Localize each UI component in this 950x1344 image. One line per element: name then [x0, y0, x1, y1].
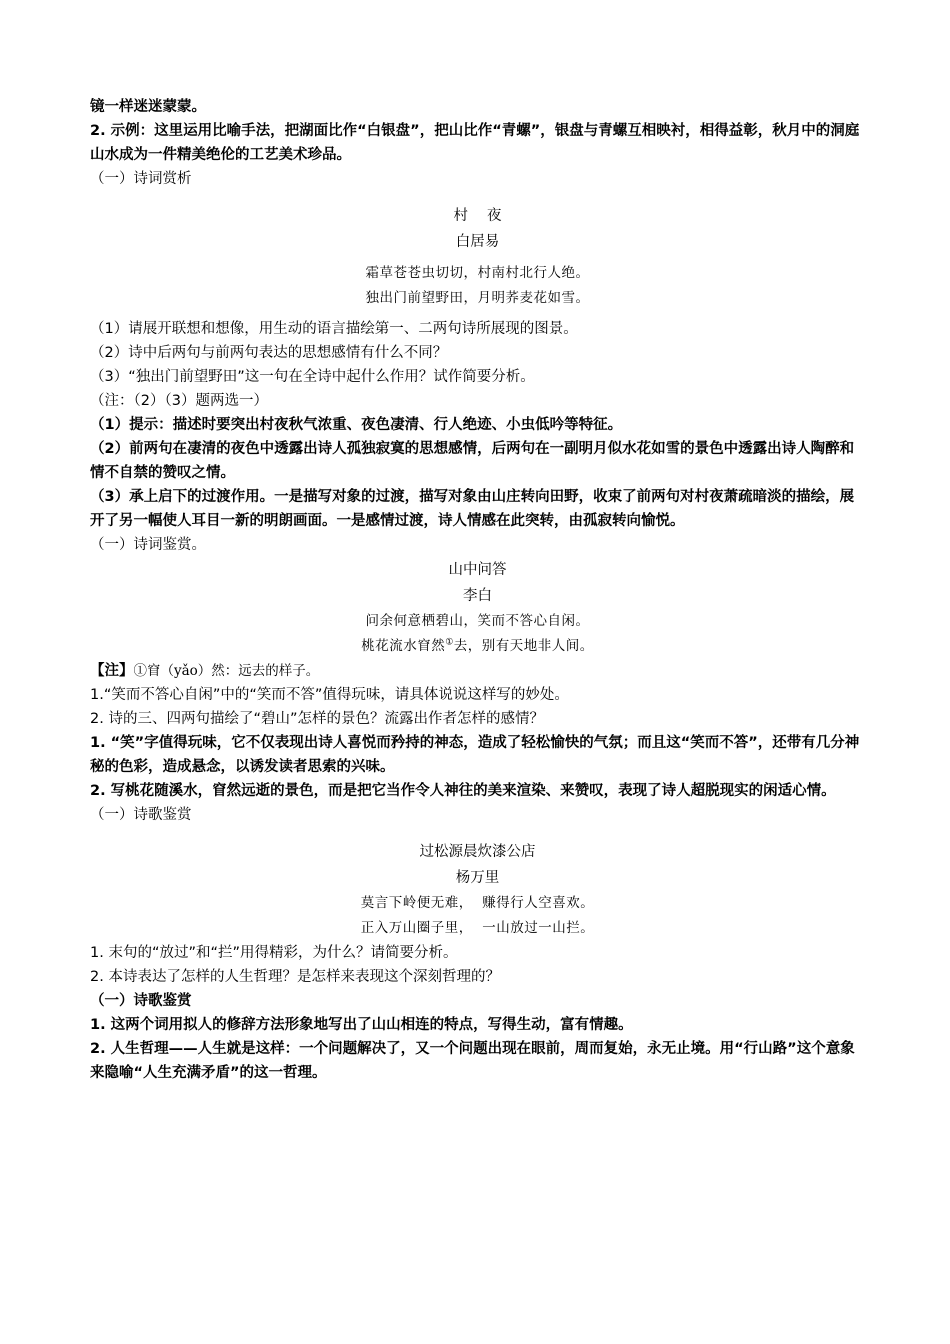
poem3-answer: 2. 人生哲理——人生就是这样：一个问题解决了，又一个问题出现在眼前，周而复始，永无止境。用“行山路”这个意象来隐喻“人生充满矛盾”的这一哲理。 — [90, 1041, 855, 1081]
poem2-answer: 1. “笑”字值得玩味，它不仅表现出诗人喜悦而矜持的神态，造成了轻松愉快的气氛；而且这“笑而不答”，还带有几分神秘的色彩，造成悬念，以诱发读者思索的兴味。 — [90, 735, 860, 775]
poem2-line: 桃花流水窅然①去，别有天地非人间。 — [361, 637, 594, 654]
footnote-marker: ① — [445, 637, 454, 648]
poem1-answer: （1）提示：描述时要突出村夜秋气浓重、夜色凄清、行人绝迹、小虫低吟等特征。 — [90, 417, 623, 433]
poem3-author: 杨万里 — [455, 870, 500, 886]
poem1-question: （1）请展开联想和想像，用生动的语言描绘第一、二两句诗所展现的图景。 — [90, 321, 578, 337]
poem1-question: （2）诗中后两句与前两句表达的思想感情有什么不同？ — [90, 345, 448, 361]
poem2-title: 山中问答 — [448, 562, 507, 578]
answer-heading: （一）诗歌鉴赏 — [90, 993, 192, 1009]
poem2-author: 李白 — [463, 588, 492, 604]
section2-heading: （一）诗词鉴赏。 — [90, 537, 206, 553]
poem2-answer: 2. 写桃花随溪水，窅然远逝的景色，而是把它当作令人神往的美来渲染、来赞叹，表现了诗人超脱现实的闲适心情。 — [90, 783, 836, 799]
poem1-title: 村 夜 — [453, 208, 502, 224]
poem1-author: 白居易 — [455, 234, 500, 250]
poem3-line: 正入万山圈子里， 一山放过一山拦。 — [360, 920, 595, 936]
poem2-question: 2. 诗的三、四两句描绘了“碧山”怎样的景色？流露出作者怎样的感情？ — [90, 711, 544, 727]
poem2-question: 1.“笑而不答心自闲”中的“笑而不答”值得玩味，请具体说说这样写的妙处。 — [90, 687, 569, 703]
poem1-answer: （3）承上启下的过渡作用。一是描写对象的过渡，描写对象由山庄转向田野，收束了前两句对村夜萧疏暗淡的描绘，展开了另一幅使人耳目一新的明朗画面。一是感情过渡，诗人情感在此突转，由孤寂转向愉悦。 — [90, 489, 855, 529]
poem1-note: （注：（2）（3）题两选一） — [90, 393, 268, 409]
poem3-title: 过松源晨炊漆公店 — [419, 844, 536, 860]
document-page — [90, 95, 865, 1085]
prev-answer-tail: 镜一样迷迷蒙蒙。 — [90, 99, 206, 115]
poem1-answer: （2）前两句在凄清的夜色中透露出诗人孤独寂寞的思想感情，后两句在一副明月似水花如雪的景色中透露出诗人陶醉和情不自禁的赞叹之情。 — [90, 441, 855, 481]
poem1-question: （3）“独出门前望野田”这一句在全诗中起什么作用？试作简要分析。 — [90, 369, 535, 385]
section1-heading: （一）诗词赏析 — [90, 171, 192, 187]
poem1-line: 独出门前望野田，月明荞麦花如雪。 — [365, 290, 590, 306]
poem2-footnote: 【注】①窅（yǎo）然：远去的样子。 — [90, 663, 320, 679]
prev-answer-2: 2. 示例：这里运用比喻手法，把湖面比作“白银盘”，把山比作“青螺”，银盘与青螺互相映衬，相得益彰，秋月中的洞庭山水成为一件精美绝伦的工艺美术珍品。 — [90, 123, 860, 163]
poem3-line: 莫言下岭便无难， 赚得行人空喜欢。 — [360, 895, 595, 911]
poem3-answer: 1. 这两个词用拟人的修辞方法形象地写出了山山相连的特点，写得生动，富有情趣。 — [90, 1017, 633, 1033]
poem1-line: 霜草苍苍虫切切，村南村北行人绝。 — [365, 265, 590, 281]
poem2-line: 问余何意栖碧山，笑而不答心自闲。 — [365, 613, 590, 629]
section3-heading: （一）诗歌鉴赏 — [90, 807, 192, 823]
poem3-question: 2. 本诗表达了怎样的人生哲理？是怎样来表现这个深刻哲理的？ — [90, 969, 500, 985]
poem3-question: 1. 末句的“放过”和“拦”用得精彩，为什么？请简要分析。 — [90, 945, 458, 961]
